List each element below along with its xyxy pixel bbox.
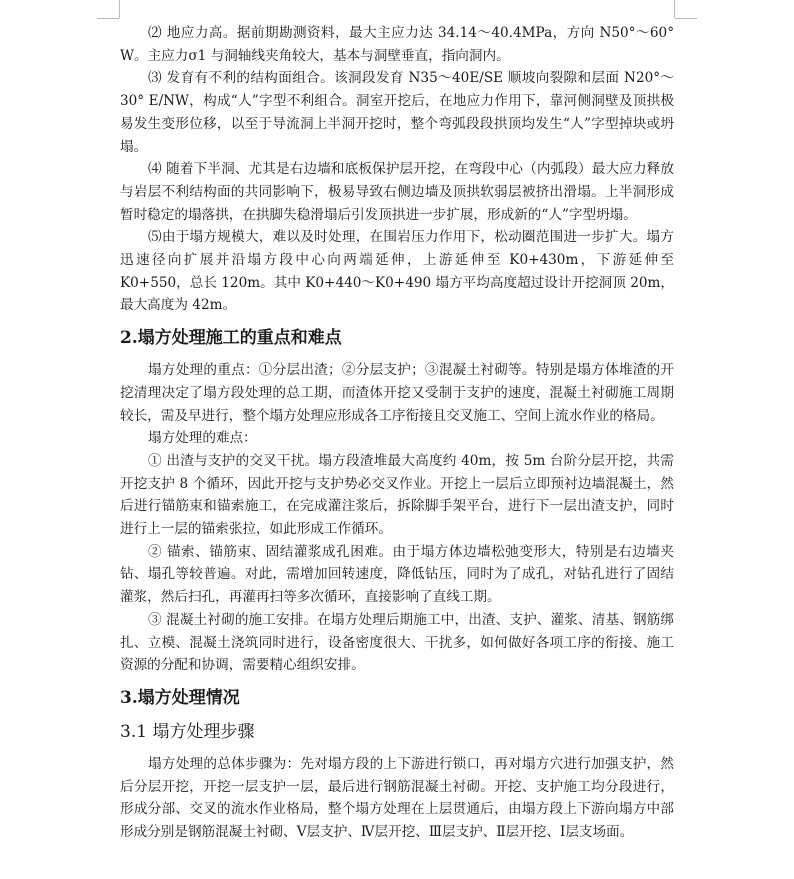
paragraph-collapse-extent: ⑸由于塌方规模大，难以及时处理，在围岩压力作用下，松动圈范围进一步扩大。塌方迅速径向扩展并沿塌方段中心向两端延伸，上游延伸至 K0+430m，下游延伸至 K0+550，总长 120m。其中 K0+440～K0+490 塌方平均高度超过设计开挖洞顶 20m，最大高度为 42m。: [120, 229, 674, 314]
page-corner-mark-right: [674, 0, 675, 18]
paragraph-difficulties-label: 塌方处理的难点：: [148, 430, 257, 447]
page-corner-mark-right-h: [675, 18, 697, 19]
paragraph-treatment-steps: 塌方处理的总体步骤为：先对塌方段的上下游进行锁口，再对塌方穴进行加强支护，然后分层开挖，开挖一层支护一层，最后进行钢筋混凝土衬砌。开挖、支护施工均分段进行，形成分部、交叉的流水作业格局，整个塌方处理在上层贯通后，由塌方段上下游向塌方中部形成分别是钢筋混凝土衬砌、Ⅴ层支护、Ⅳ层开挖、Ⅲ层支护、Ⅱ层开挖、Ⅰ层支场面。: [120, 755, 674, 841]
section-heading-key-difficult-points: 2.塌方处理施工的重点和难点: [120, 328, 342, 349]
paragraph-key-points: 塌方处理的重点：①分层出渣；②分层支护；③混凝土衬砌等。特别是塌方体堆渣的开挖清理决定了塌方段处理的总工期，而渣体开挖又受制于支护的速度，混凝土衬砌施工周期较长，需及早进行，整个塌方处理应形成各工序衔接且交叉施工、空间上流水作业的格局。: [120, 362, 674, 424]
paragraph-structural-planes: ⑶ 发育有不利的结构面组合。该洞段发育 N35～40E/SE 顺坡向裂隙和层面 N20°～30° E/NW，构成“人”字型不利组合。洞室开挖后，在地应力作用下，靠河侧洞壁及顶拱极易发生变形位移，以至于导流洞上半洞开挖时，整个弯弧段段拱顶均发生“人”字型掉块或坍塌。: [120, 70, 674, 155]
page-corner-mark-left-h: [97, 18, 119, 19]
paragraph-difficulty-3: ③ 混凝土衬砌的施工安排。在塌方处理后期施工中，出渣、支护、灌浆、清基、钢筋绑扎、立模、混凝土浇筑同时进行，设备密度很大、干扰多，如何做好各项工序的衔接、施工资源的分配和协调，需要精心组织安排。: [120, 611, 674, 674]
paragraph-stress: ⑵ 地应力高。据前期勘测资料，最大主应力达 34.14～40.4MPa，方向 N50°～60° W。主应力σ1 与洞轴线夹角较大，基本与洞壁垂直，指向洞内。: [120, 25, 674, 64]
paragraph-difficulty-2: ② 锚索、锚筋束、固结灌浆成孔困难。由于塌方体边墙松弛变形大，特别是右边墙夹钻、塌孔等较普遍。对此，需增加回转速度，降低钻压，同时为了成孔，对钻孔进行了固结灌浆，然后扫孔，再灌再扫等多次循环，直接影响了直线工期。: [120, 543, 674, 606]
paragraph-lower-excavation: ⑷ 随着下半洞、尤其是右边墙和底板保护层开挖，在弯段中心（内弧段）最大应力释放与岩层不利结构面的共同影响下，极易导致右侧边墙及顶拱软弱层被挤出滑塌。上半洞形成暂时稳定的塌落拱，在拱脚失稳滑塌后引发顶拱进一步扩展，形成新的“人”字型坍塌。: [120, 161, 674, 223]
document-body: [120, 22, 674, 844]
page-corner-mark-left: [119, 0, 120, 18]
subsection-heading-steps: 3.1 塌方处理步骤: [120, 721, 255, 742]
paragraph-difficulty-1: ① 出渣与支护的交叉干扰。塌方段渣堆最大高度约 40m，按 5m 台阶分层开挖，共需开挖支护 8 个循环，因此开挖与支护势必交叉作业。开挖上一层后立即预衬边墙混凝土，然后进行锚筋束和锚索施工，在完成灌注浆后，拆除脚手架平台，进行下一层出渣支护，同时进行上一层的锚索张拉，如此形成工作循环。: [120, 452, 674, 538]
section-heading-treatment: 3.塌方处理情况: [120, 687, 240, 708]
